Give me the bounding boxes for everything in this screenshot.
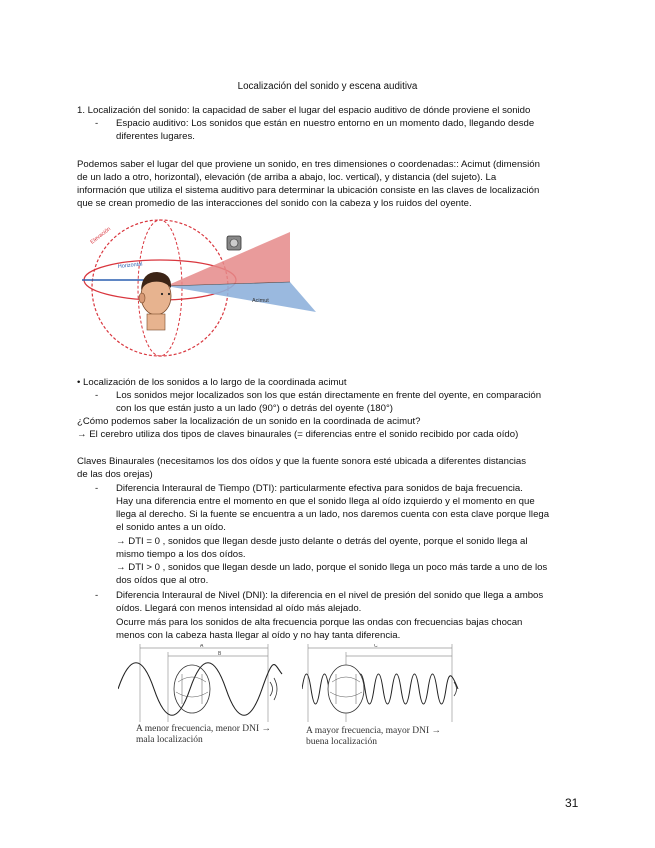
- speaker-icon: [227, 236, 241, 250]
- dti-line3: llega al derecho. Si la fuente se encuentra a un lado, nos daremos cuenta con esta clave porque llega: [116, 509, 550, 520]
- right-caption-line2: buena localización: [306, 737, 377, 747]
- dti-line8: dos oídos que al otro.: [116, 575, 209, 586]
- para1-line2: de un lado a otro, horizontal), elevación (de arriba a abajo, loc. vertical), y distancia (del sujeto). La: [77, 172, 497, 183]
- acimut-label: Acimut: [252, 298, 269, 304]
- low-frequency-wave: [118, 663, 282, 716]
- dti-line5: → DTI = 0 , sonidos que llegan desde justo delante o detrás del oyente, porque el sonido llega al: [116, 536, 528, 547]
- dash-marker: -: [95, 118, 99, 129]
- section2-dash-line2: con los que están justo a un lado (90°) o detrás del oyente (180°): [116, 403, 394, 414]
- page-title: Localización del sonido y escena auditiva: [237, 81, 418, 92]
- para1-line3: información que utiliza el sistema auditivo para determinar la ubicación consiste en las claves de localización: [77, 185, 540, 196]
- left-caption-line1: A menor frecuencia, menor DNI →: [136, 724, 272, 734]
- dni-line4: menos con la cabeza hasta llegar al oído y no hay tanta diferencia.: [116, 630, 401, 641]
- section2-answer: → El cerebro utiliza dos tipos de claves binaurales (= diferencias entre el sonido recibido por cada oído): [77, 429, 519, 440]
- dash-marker: -: [95, 390, 99, 401]
- localization-figure: [82, 218, 332, 358]
- low-frequency-figure: [118, 644, 284, 724]
- dni-line3: Ocurre más para los sonidos de alta frecuencia porque las ondas con frecuencias bajas chocan: [116, 617, 523, 628]
- head-illustration: [139, 272, 171, 330]
- section1-bullet-line1: Espacio auditivo: Los sonidos que están en nuestro entorno en un momento dado, llegando desde: [116, 118, 535, 129]
- dash-marker: -: [95, 590, 99, 601]
- section3-intro-line1: Claves Binaurales (necesitamos los dos oídos y que la fuente sonora esté ubicada a diferentes distancias: [77, 456, 527, 467]
- label-a: A: [200, 644, 204, 649]
- high-frequency-wave: [302, 674, 458, 704]
- left-caption-line2: mala localización: [136, 735, 203, 745]
- horizontal-label: Horizontal: [117, 261, 143, 270]
- right-caption-line1: A mayor frecuencia, mayor DNI →: [306, 726, 442, 736]
- elevation-label: Elevación: [89, 226, 113, 246]
- dti-line6: mismo tiempo a los dos oídos.: [116, 549, 246, 560]
- dti-line1: Diferencia Interaural de Tiempo (DTI): particularmente efectiva para sonidos de baja frecuencia.: [116, 483, 523, 494]
- dti-line4: el sonido antes a un oído.: [116, 522, 226, 533]
- dti-line7: → DTI > 0 , sonidos que llegan desde un lado, porque el sonido llega un poco más tarde a uno de los: [116, 562, 548, 573]
- section2-question: ¿Cómo podemos saber la localización de un sonido en la coordinada de acimut?: [77, 416, 421, 427]
- dash-marker: -: [95, 483, 99, 494]
- acimut-wedge: [166, 282, 316, 312]
- section1-heading: 1. Localización del sonido: la capacidad de saber el lugar del espacio auditivo de dónde proviene el sonido: [77, 105, 531, 116]
- dni-line2: oídos. Llegará con menos intensidad al oído más alejado.: [116, 603, 362, 614]
- head-outline: [328, 665, 364, 713]
- dti-line2: Hay una diferencia entre el momento en que el sonido llega al oído izquierdo y el momento en que: [116, 496, 535, 507]
- head-outline: [174, 665, 210, 713]
- high-frequency-figure: [302, 644, 462, 724]
- dni-line1: Diferencia Interaural de Nivel (DNI): la diferencia en el nivel de presión del sonido que llega a ambos: [116, 590, 544, 601]
- para1-line4: que se crean promedio de las interacciones del sonido con la cabeza y los ruidos del oyente.: [77, 198, 472, 209]
- para1-line1: Podemos saber el lugar del que proviene un sonido, en tres dimensiones o coordenadas:: Acimut (dimensión: [77, 159, 540, 170]
- section3-intro-line2: de las dos orejas): [77, 469, 153, 480]
- label-c: C: [374, 644, 378, 649]
- label-b: B: [218, 651, 222, 657]
- section2-heading: • Localización de los sonidos a lo largo de la coordinada acimut: [77, 377, 347, 388]
- section1-bullet-line2: diferentes lugares.: [116, 131, 195, 142]
- section2-dash-line1: Los sonidos mejor localizados son los que están directamente en frente del oyente, en comparación: [116, 390, 542, 401]
- page-number: 31: [565, 796, 579, 810]
